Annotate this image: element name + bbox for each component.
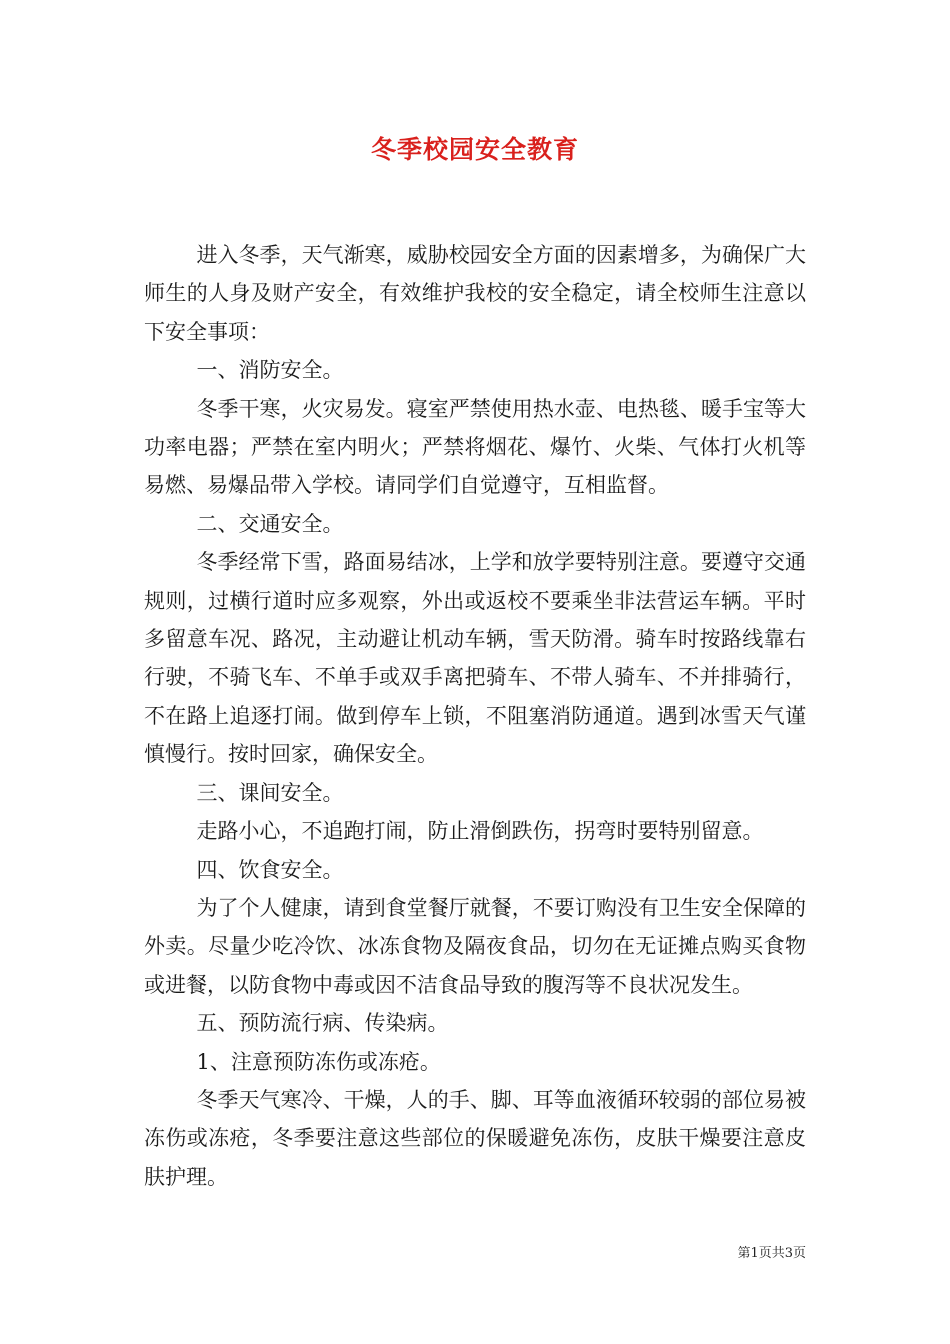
paragraph-traffic-safety: 冬季经常下雪，路面易结冰，上学和放学要特别注意。要遵守交通规则，过横行道时应多观察，外出或返校不要乘坐非法营运车辆。平时多留意车况、路况，主动避让机动车辆，雪天防滑。骑车时按路线靠右行驶，不骑飞车、不单手或双手离把骑车、不带人骑车、不并排骑行，不在路上追逐打闹。做到停车上锁，不阻塞消防通道。遇到冰雪天气谨慎慢行。按时回家，确保安全。: [144, 550, 806, 767]
page-title: 冬季校园安全教育: [370, 135, 579, 164]
page-number: 第1页共3页: [737, 1246, 806, 1261]
document-body: [144, 236, 806, 1196]
heading-food-safety: 四、饮食安全。: [196, 857, 344, 882]
paragraph-break-safety: 走路小心，不追跑打闹，防止滑倒跌伤，拐弯时要特别留意。: [196, 819, 764, 844]
heading-break-safety: 三、课间安全。: [196, 780, 344, 805]
paragraph-food-safety: 为了个人健康，请到食堂餐厅就餐，不要订购没有卫生安全保障的外卖。尽量少吃冷饮、冰冻食物及隔夜食品，切勿在无证摊点购买食物或进餐，以防食物中毒或因不洁食品导致的腹泻等不良状况发生。: [144, 895, 806, 997]
paragraph-fire-safety: 冬季干寒，火灾易发。寝室严禁使用热水壶、电热毯、暖手宝等大功率电器；严禁在室内明火；严禁将烟花、爆竹、火柴、气体打火机等易燃、易爆品带入学校。请同学们自觉遵守，互相监督。: [144, 396, 806, 498]
paragraph-frostbite: 冬季天气寒冷、干燥，人的手、脚、耳等血液循环较弱的部位易被冻伤或冻疮，冬季要注意这些部位的保暖避免冻伤，皮肤干燥要注意皮肤护理。: [144, 1087, 806, 1189]
heading-fire-safety: 一、消防安全。: [196, 358, 344, 383]
subheading-frostbite: 1、注意预防冻伤或冻疮。: [196, 1049, 441, 1074]
heading-traffic-safety: 二、交通安全。: [196, 511, 344, 536]
paragraph-intro: 进入冬季，天气渐寒，威胁校园安全方面的因素增多，为确保广大师生的人身及财产安全，有效维护我校的安全稳定，请全校师生注意以下安全事项：: [144, 243, 806, 344]
heading-disease-prevention: 五、预防流行病、传染病。: [196, 1011, 449, 1036]
